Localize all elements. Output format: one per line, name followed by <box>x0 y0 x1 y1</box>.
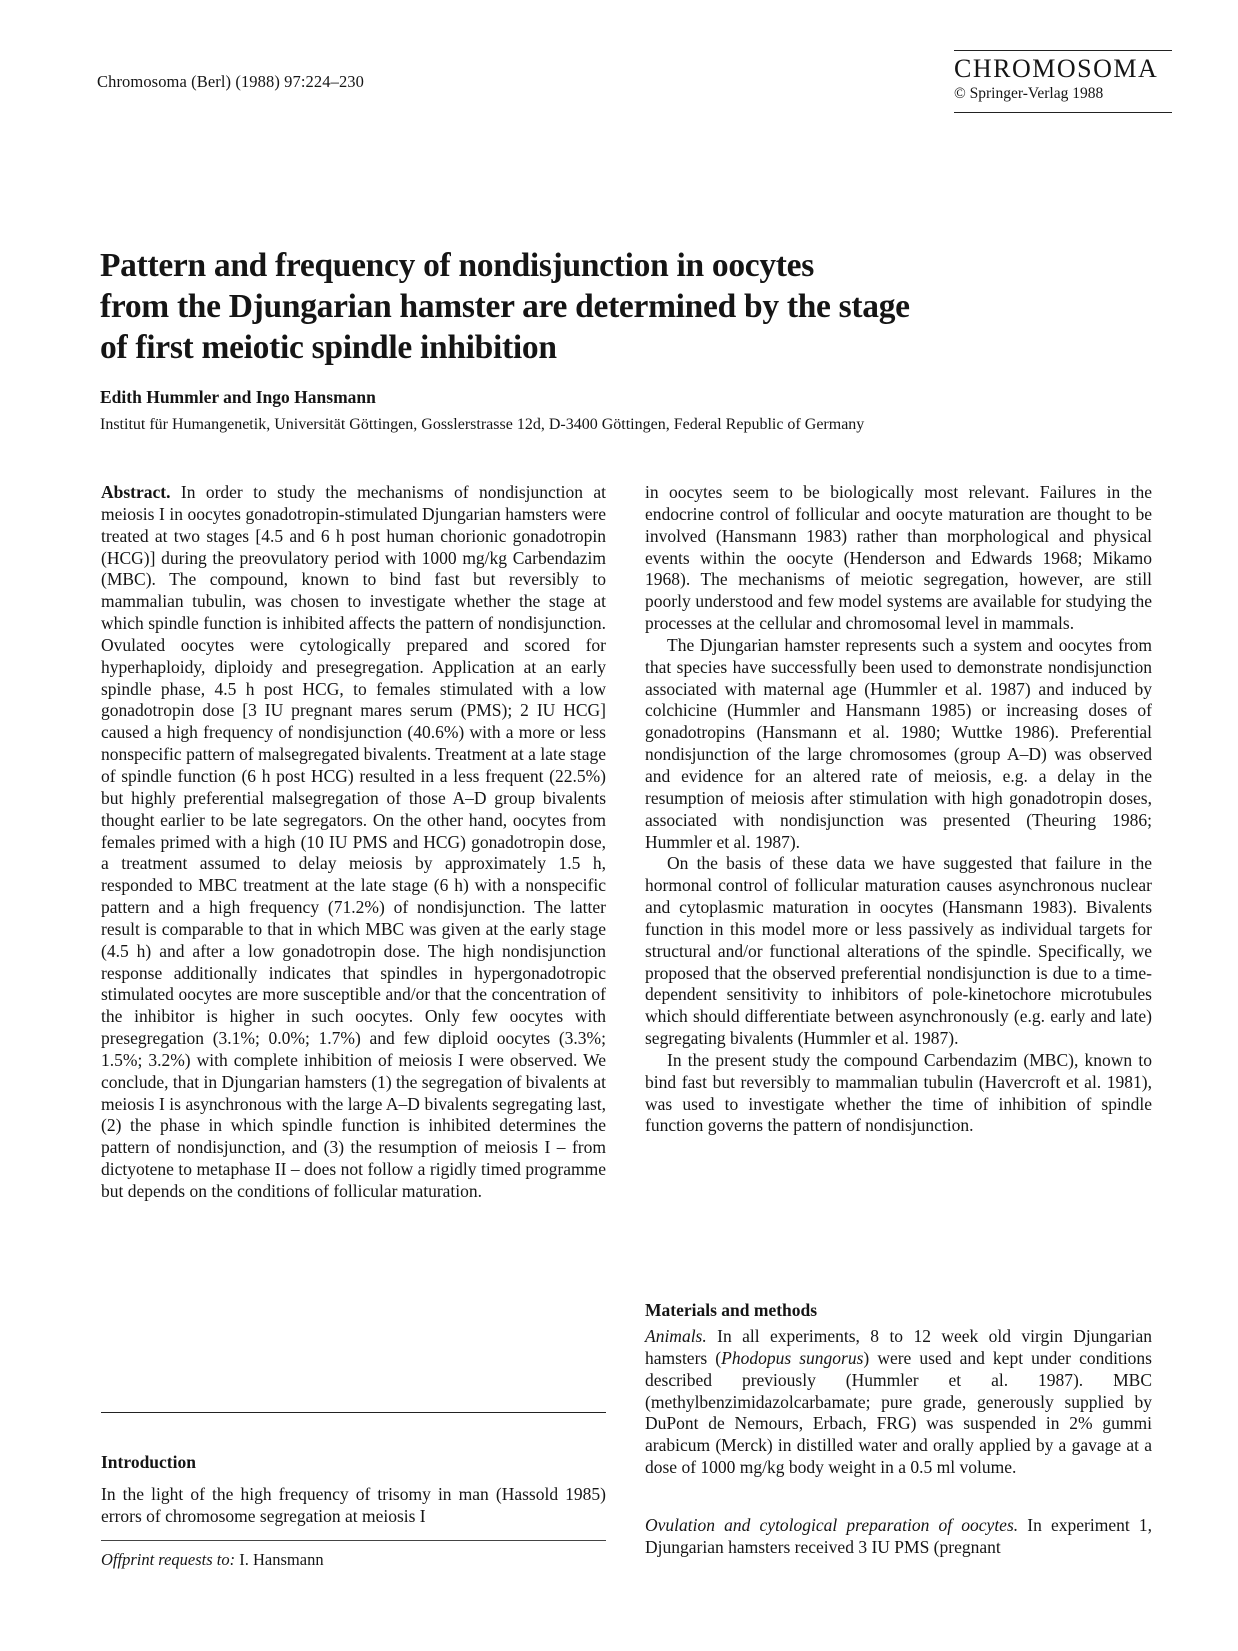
authors: Edith Hummler and Ingo Hansmann <box>100 387 376 407</box>
introduction-text-left <box>101 1484 606 1528</box>
masthead-rule <box>954 112 1172 113</box>
title-line: from the Djungarian hamster are determined by the stage <box>100 288 910 325</box>
abstract-text: In order to study the mechanisms of nondisjunction at meiosis I in oocytes gonadotropin-stimulated Djungarian hamsters were treated at two stages [4.5 and 6 h post human chorionic gonadotropin (HCG)] during the preovulatory period with 1000 mg/kg Carbendazim (MBC). The compound, known to bind fast but reversibly to mammalian tubulin, was chosen to investigate whether the stage at which spindle function is inhibited affects the pattern of nondisjunction. Ovulated oocytes were cytologically prepared and scored for hyperhaploidy, diploidy and presegregation. Application at an early spindle phase, 4.5 h post HCG, to females stimulated with a low gonadotropin dose [3 IU pregnant mares serum (PMS); 2 IU HCG] caused a high frequency of nondisjunction (40.6%) with a more or less nonspecific pattern of malsegregated bivalents. Treatment at a late stage of spindle function (6 h post HCG) resulted in a less frequent (22.5%) but highly preferential malsegregation of those A–D group bivalents thought earlier to be late segregators. On the other hand, oocytes from females primed with a high (10 IU PMS and HCG) gonadotropin dose, a treatment assumed to delay meiosis by approximately 1.5 h, responded to MBC treatment at the late stage (6 h) with a nonspecific pattern and a high frequency (71.2%) of nondisjunction. The latter result is comparable to that in which MBC was given at the early stage (4.5 h) and after a low gonadotropin dose. The high nondisjunction response additionally indicates that spindles in hypergonadotropic stimulated oocytes are more susceptible and/or that the concentration of the inhibitor is higher in such oocytes. Only few oocytes with presegregation (3.1%; 0.0%; 1.7%) and few diploid oocytes (3.3%; 1.5%; 3.2%) with complete inhibition of meiosis I were observed. We conclude, that in Djungarian hamsters (1) the segregation of bivalents at meiosis I is asynchronous with the large A–D bivalents segregating last, (2) the phase in which spindle function is inhibited determines the pattern of nondisjunction, and (3) the resumption of meiosis I – from dictyotene to metaphase II – does not follow a rigidly timed programme but depends on the conditions of follicular maturation. <box>101 482 607 1201</box>
intro-paragraph: On the basis of these data we have suggested that failure in the hormonal control of follicular maturation causes asynchronous nuclear and cytoplasmic maturation in oocytes (Hansmann 1983). Bivalents function in this model more or less passively as individual targets for structural and/or functional alterations of the spindle. Specifically, we proposed that the observed preferential nondisjunction is due to a time-dependent sensitivity to inhibitors of pole-kinetochore microtubules which should differentiate between asynchronously (e.g. early and late) segregating bivalents (Hummler et al. 1987). <box>645 853 1152 1049</box>
species-name: Phodopus sungorus <box>721 1347 864 1368</box>
footnote <box>101 1550 324 1570</box>
methods-heading: Materials and methods <box>645 1300 818 1320</box>
ovulation-text: In experiment 1, Djungarian hamsters received 3 IU PMS (pregnant <box>645 1515 1153 1557</box>
journal-copyright: © Springer-Verlag 1988 <box>954 85 1104 102</box>
footnote-text: I. Hansmann <box>239 1550 324 1569</box>
intro-paragraph: In the light of the high frequency of trisomy in man (Hassold 1985) errors of chromosome segregation at meiosis I <box>101 1484 606 1526</box>
methods-ovulation <box>645 1515 1152 1559</box>
animals-label: Animals. <box>645 1326 707 1346</box>
intro-paragraph: In the present study the compound Carbendazim (MBC), known to bind fast but reversibly to mammalian tubulin (Havercroft et al. 1981), was used to investigate whether the time of inhibition of spindle function governs the pattern of nondisjunction. <box>645 1049 1152 1136</box>
affiliation: Institut für Humangenetik, Universität Göttingen, Gosslerstrasse 12d, D-3400 Göttingen, Federal Republic of Germany <box>100 416 865 433</box>
article-title <box>100 245 1000 368</box>
title-line: Pattern and frequency of nondisjunction in oocytes <box>100 247 814 284</box>
animals-text-cont: ) were used and kept under conditions described previously (Hummler et al. 1987). MBC (methylbenzimidazolcarbamate; pure grade, generously supplied by DuPont de Nemours, Erbach, FRG) was suspended in 2% gummi arabicum (Merck) in distilled water and orally applied by a gavage at a dose of 1000 mg/kg body weight in a 0.5 ml volume. <box>645 1347 1152 1478</box>
introduction-continued <box>645 482 1152 1137</box>
title-line: of first meiotic spindle inhibition <box>100 329 557 366</box>
journal-masthead <box>954 50 1172 113</box>
intro-paragraph: The Djungarian hamster represents such a system and oocytes from that species have successfully been used to demonstrate nondisjunction associated with maternal age (Hummler et al. 1987) and induced by colchicine (Hummler and Hansmann 1985) or increasing doses of gonadotropins (Hansmann et al. 1980; Wuttke 1986). Preferential nondisjunction of the large chromosomes (group A–D) was observed and evidence for an altered rate of meiosis, e.g. a delay in the resumption of meiosis after stimulation with high gonadotropin doses, associated with nondisjunction was presented (Theuring 1986; Hummler et al. 1987). <box>645 634 1152 852</box>
abstract-rule <box>101 1412 606 1413</box>
methods-animals <box>645 1326 1152 1479</box>
introduction-heading: Introduction <box>101 1452 196 1472</box>
footnote-label: Offprint requests to: <box>101 1550 236 1569</box>
journal-name: CHROMOSOMA <box>954 50 1172 84</box>
journal-citation: Chromosoma (Berl) (1988) 97:224–230 <box>97 72 365 91</box>
ovulation-label: Ovulation and cytological preparation of oocytes. <box>645 1515 1019 1535</box>
animals-text: In all experiments, 8 to 12 week old virgin Djungarian hamsters ( <box>645 1326 1153 1368</box>
abstract-label: Abstract. <box>101 482 171 502</box>
abstract <box>101 482 606 1203</box>
footnote-rule <box>101 1540 606 1541</box>
intro-paragraph: in oocytes seem to be biologically most relevant. Failures in the endocrine control of follicular and oocyte maturation are thought to be involved (Hansmann 1983) rather than morphological and physical events within the oocyte (Henderson and Edwards 1968; Mikamo 1968). The mechanisms of meiotic segregation, however, are still poorly understood and few model systems are available for studying the processes at the cellular and chromosomal level in mammals. <box>645 482 1152 634</box>
